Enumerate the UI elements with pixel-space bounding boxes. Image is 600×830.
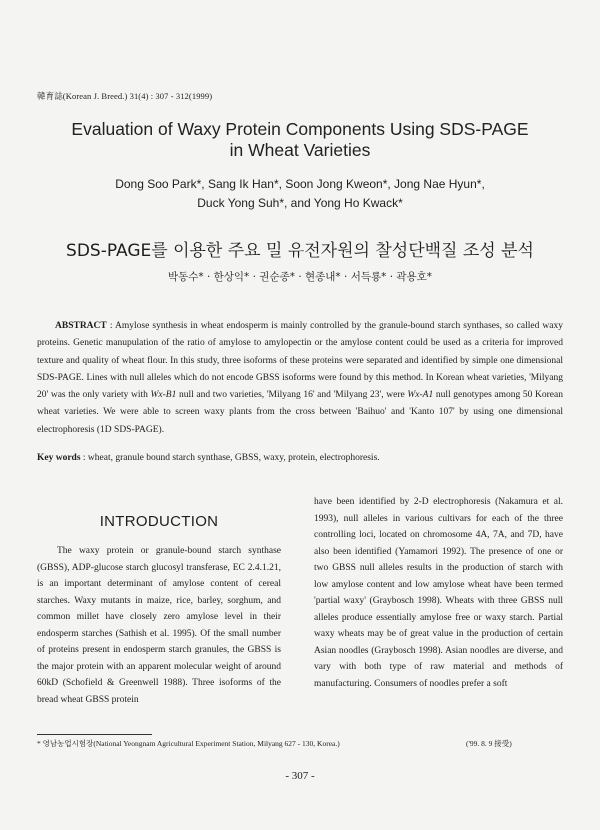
keywords-text: : wheat, granule bound starch synthase, GBSS, waxy, protein, electrophoresis.	[80, 453, 380, 463]
abstract-gene-wxa1: Wx-A1	[407, 390, 434, 401]
introduction-heading: INTRODUCTION	[99, 513, 219, 530]
korean-authors: 박동수* · 한상익* · 권순종* · 현종내* · 서득룡* · 곽용호*	[167, 271, 433, 283]
author-list-line1: Dong Soo Park*, Sang Ik Han*, Soon Jong Kweon*, Jong Nae Hyun*,	[115, 177, 485, 191]
introduction-right-column	[314, 494, 563, 692]
abstract-gene-wxb1: Wx-B1	[150, 390, 177, 401]
journal-citation: 韓育誌(Korean J. Breed.) 31(4) : 307 - 312(1999)	[37, 91, 213, 101]
paper-title-line1: Evaluation of Waxy Protein Components Using SDS-PAGE	[71, 119, 529, 139]
abstract-text-1: : Amylose synthesis in wheat endosperm is mainly controlled by the granule-bound starch synthases, so called waxy proteins. Genetic manupulation of the ratio of amylose to amylopectin or the amylose content could be used as a criteria for improved texture and quality of wheat flour. In this study, three isoforms of these proteins were separated and identified by simple one dimensional SDS-PAGE. Lines with null alleles which do not encode GBSS isoforms were found by this method. In Korean wheat varieties, 'Milyang 20' was the only variety with	[37, 321, 563, 401]
footnote-divider	[37, 734, 152, 735]
abstract-text-3: null genotypes among 50 Korean wheat varieties. We were able to screen waxy plants from the cross between 'Baihuo' and 'Kanto 107' by using one dimensional electrophoresis (1D SDS-PAGE).	[37, 390, 563, 435]
abstract-text-2: null and two varieties, 'Milyang 16' and 'Milyang 23', were	[176, 390, 408, 401]
paper-title-line2: in Wheat Varieties	[229, 140, 371, 160]
abstract-label: ABSTRACT	[55, 321, 107, 331]
abstract	[37, 318, 563, 439]
paper-title	[40, 119, 560, 161]
keywords	[37, 450, 563, 466]
introduction-left-column	[37, 543, 281, 708]
keywords-label: Key words	[37, 453, 81, 463]
affiliation-footnote: * 영남농업시험장(National Yeongnam Agricultural Experiment Station, Milyang 627 - 130, Korea.)	[37, 739, 340, 748]
author-list-line2: Duck Yong Suh*, and Yong Ho Kwack*	[197, 196, 403, 210]
page-number: - 307 -	[285, 770, 315, 782]
introduction-paragraph-left: The waxy protein or granule-bound starch synthase (GBSS), ADP-glucose starch glucosyl transferase, EC 2.4.1.21, is an important determinant of amylose content of cereal starches. Waxy mutants in maize, rice, barley, sorghum, and common millet have closely zero amylose level in their endosperm starches (Sathish et al. 1995). Of the small number of proteins present in endosperm starch granules, the GBSS is the major protein with an apparent molecular weight of around 60kD (Schofield & Greenwell 1988). Three isoforms of the bread wheat GBSS protein	[37, 546, 281, 705]
korean-title: SDS-PAGE를 이용한 주요 밀 유전자원의 찰성단백질 조성 분석	[66, 241, 534, 261]
introduction-paragraph-right: have been identified by 2-D electrophoresis (Nakamura et al. 1993), null alleles in various cultivars for each of the three controlling loci, located on chromosome 4A, 7A, and 7D, have also been identified (Yamamori 1992). The presence of one or two GBSS null alleles results in the production of starch with low amylose content and low amylose wheat have been termed 'partial waxy' (Graybosch 1998). Wheats with three GBSS null alleles produce essentially amylose free or waxy starch. Partial waxy wheats may be of great value in the production of certain Asian noodles (Graybosch 1998). Asian noodles are diverse, and vary with both type of raw material and methods of manufacturing. Consumers of noodles prefer a soft	[314, 497, 563, 689]
received-date: ('99. 8. 9 接受)	[466, 739, 512, 748]
author-list	[40, 175, 560, 213]
